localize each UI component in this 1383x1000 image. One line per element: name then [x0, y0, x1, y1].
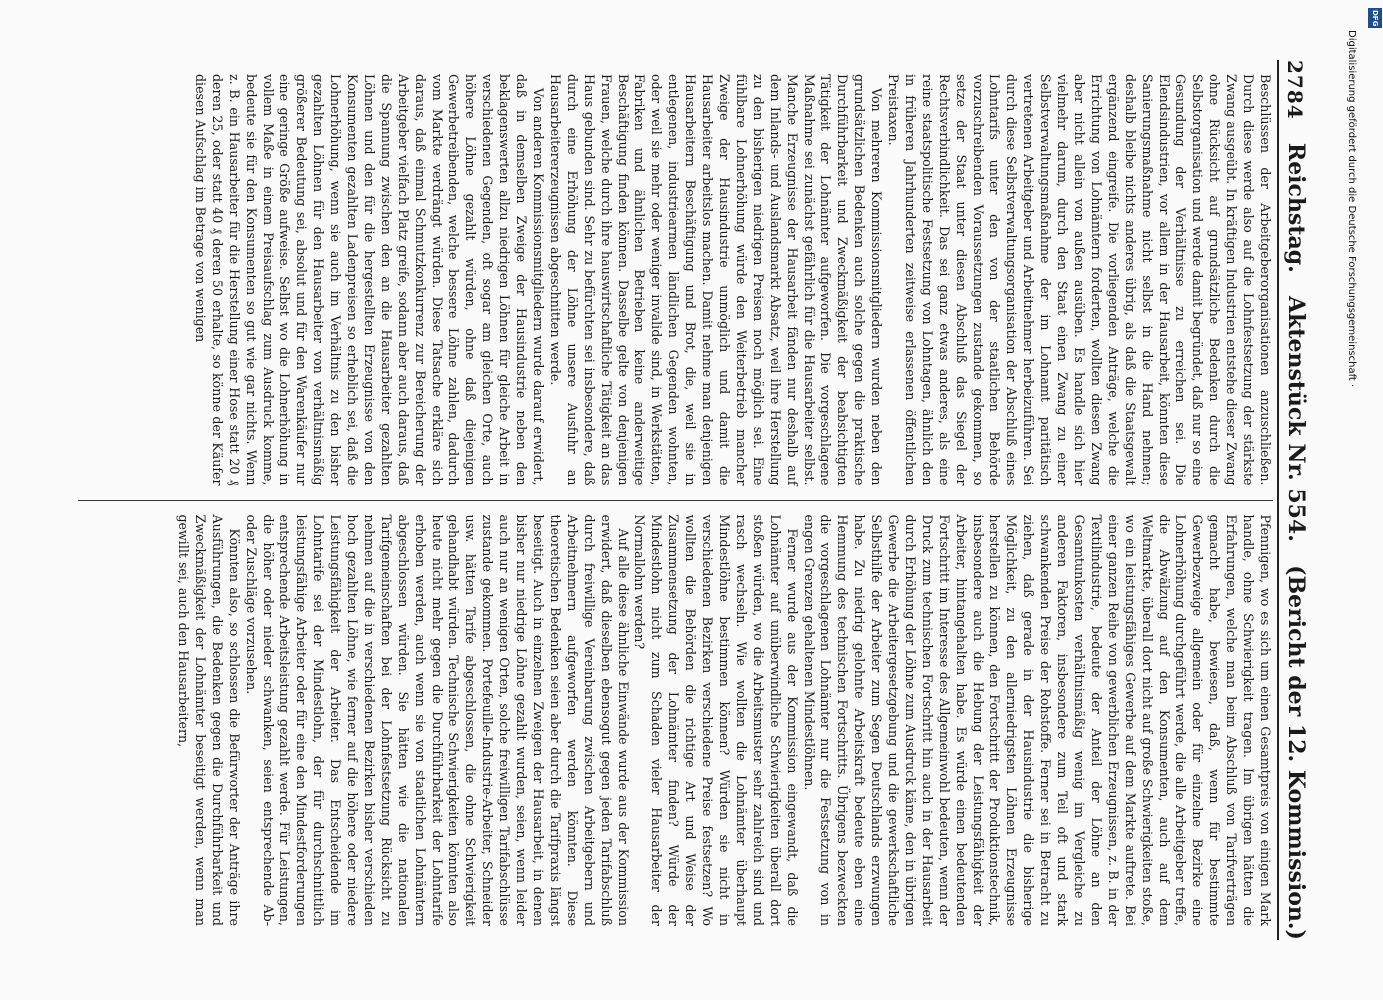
header-right-title: (Bericht der 12. Kommission.) [1283, 565, 1309, 940]
paragraph: Auf alle diese ähnliche Einwände wurde aus der Kommission erwidert, daß dieselben ebensogut gegen jeden Tarifabschluß durch freiwillige Vereinbarung zwischen Arbeitgebern und Arbeitnehmern aufgeworfen werden könnten. Diese theoretischen Bedenken seien aber durch die Tarifpraxis längst beseitigt. Auch in einzelnen Zweigen der Hausarbeit, in denen bisher nur niedrige Löhne gezahlt wurden, seien, wenn leider auch nur an wenigen Orten, solche freiwilligen Tarifabschlüsse zustande gekommen. Portefeuille-Industrie-Arbeiter, Schneider usw. hätten Tarife abgeschlossen, die ohne Schwierigkeit gehandhabt würden. Technische Schwierigkeiten könnten also heute nicht mehr gegen die Durchführbarkeit der Lohntarife erhoben werden, auch wenn sie von staatlichen Lohnämtern abgeschlossen würden. Sie hätten wie die nationalen Tarifgemeinschaften bei der Lohnfestsetzung Rücksicht zu nehmen auf die in verschiedenen Bezirken bisher verschieden hoch gezahlten Löhne, wie ferner auf die höhere oder niedere Leistungsfähigkeit der Arbeiter. Das Entscheidende im Lohntarife sei der Mindestlohn, der für durchschnittlich leistungsfähige Arbeiter oder für eine den Mindestforderungen entsprechende Arbeitsleistung gezahlt werde. Für Leistungen, die höher oder nieder schwanken, seien entsprechende Ab- oder Zuschläge vorzusehen. [243, 514, 631, 926]
paragraph: Ferner wurde aus der Kommission eingewandt, daß die Lohnämter auf unüberwindliche Schwierigkeiten überall dort stoßen würden, wo die Arbeitsmuster sehr zahlreich sind und rasch wechseln. Wie wollten die Lohnämter überhaupt Mindestlöhne bestimmen können? Würden sie nicht in verschiedenen Bezirken verschiedene Preise festsetzen? Wo wollten die Behörden die richtige Art und Weise der Zusammensetzung der Lohnämter finden? Würde der Mindestlohn nicht zum Schaden vieler Hausarbeiter der Normallohn werden? [632, 514, 800, 926]
text-columns [78, 60, 1273, 940]
scan-area [78, 60, 1323, 940]
page-number: 2784 [1283, 60, 1307, 120]
paragraph: Pfennigen, wo es sich um einen Gesamtpreis von einigen Mark handle, ohne Schwierigkeit tragen. Im übrigen hätten die Erfahrungen, welche man beim Abschluß von Tarifverträgen gemacht habe, bewiesen, daß, wenn für bestimmte Gewerbezweige allgemein oder für einzelne Bezirke eine Lohnerhöhung durchgeführt werde, die alle Arbeitgeber treffe, die Abwälzung auf den Konsumenten, auch auf dem Weltmarkte, überall dort nicht auf große Schwierigkeiten stoße, wo ein leistungsfähiges Gewerbe auf dem Markte auftrete. Bei einer ganzen Reihe von gewerblichen Erzeugnissen, z. B. in der Textilindustrie, bedeute der Anteil der Löhne an den Gesamtunkosten verhältnismäßig wenig im Vergleiche zu anderen Faktoren, insbesondere zum Teil oft und stark schwankenden Preise der Rohstoffe. Ferner sei in Betracht zu ziehen, daß gerade in der Hausindustrie die bisherige Möglichkeit, zu den allerniedrigsten Löhnen Erzeugnisse herstellen zu können, den Fortschritt der Produktionstechnik, insbesondere auch die Hebung der Leistungsfähigkeit der Arbeiter, hintangehalten habe. Es würde einen bedeutenden Fortschritt im Interesse des Allgemeinwohl bedeuten, wenn der Druck zum technischen Fortschritt hin auch in der Hausarbeit durch Erhöhung der Löhne zum Ausdruck käme, den in übrigen Gewerbe die Arbeitergesetzgebung und die gewerkschaftliche Selbsthilfe der Arbeiter zum Segen Deutschlands erzwungen habe. Zu niedrig gelohnte Arbeitskraft bedeute eben eine Hemmung des technischen Fortschritts. Übrigens bezweckten die vorgeschlagenen Lohnämter nur die Festsetzung von in engen Grenzen gehaltenen Mindestlöhnen. [801, 514, 1273, 926]
running-header [1277, 60, 1323, 940]
paragraph: Von anderen Kommissionsmitgliedern wurde darauf erwidert, daß in demselben Zweige der Hausindustrie neben den beklagenswerten allzu niedrigen Löhnen für gleiche Arbeit in verschiedenen Gegenden, oft sogar am gleichen Orte, auch höhere Löhne gezahlt würden, ohne daß diejenigen Gewerbetreibenden, welche bessere Löhne zahlen, dadurch vom Markte verdrängt würden. Diese Tatsache erkläre sich daraus, daß einmal Schmutzkonkurrenz zur Bereicherung der Arbeitgeber vielfach Platz greife, sodann aber auch daraus, daß die Spannung zwischen den an die Hausarbeiter gezahlten Löhnen und den für die hergestellten Erzeugnisse von den Konsumenten gezahlten Ladenpreisen so erheblich sei, daß die Lohnerhöhung, wenn sie auch im Verhältnis zu den bisher gezahlten Löhnen für den Hausarbeiter von verhältnismäßig größerer Bedeutung sei, absolut und für den Warenkäufer nur eine geringe Größe aufweise. Selbst wo die Lohnerhöhung in vollem Maße in einem Preisaufschlag zum Ausdruck komme, bedeute sie für den Konsumenten so gut wie gar nichts. Wenn z. B. ein Hausarbeiter für die Herstellung einer Hose statt 20 ₰ deren 25, oder statt 40 ₰ deren 50 erhalte, so könne der Käufer diesen Aufschlag im Betrage von wenigen [192, 74, 547, 486]
header-center-title: Aktenstück Nr. 554. [1283, 296, 1309, 542]
left-column [78, 60, 1273, 500]
paragraph: Beschlüssen der Arbeitgeberorganisationen anzuschließen. Durch diese werde also auf die Lohnfestsetzung der stärkste Zwang ausgeübt. In kräftigen Industrien entstehe dieser Zwang ohne Rücksicht auf grundsätzliche Bedenken durch die Selbstorganisation und werde damit begründet, daß nur so eine Gesundung der Verhältnisse zu erreichen sei. Die Elendsindustrien, vor allem in der Hausarbeit, könnten diese Sanierungsmaßnahme nicht selbst in die Hand nehmen; deshalb bleibe nichts anderes übrig, als daß die Staatsgewalt ergänzend eingreife. Die vorliegenden Anträge, welche die Errichtung von Lohnämtern forderten, wollten diesen Zwang aber nicht allein von außen ausüben. Es handle sich hier vielmehr darum, durch den Staat einen Zwang zu einer Selbstverwaltungsmaßnahme der im Lohnamt paritätisch vertretenen Arbeitgeber und Arbeitnehmer herbeizuführen. Sei durch diese Selbstverwaltungsorganisation der Abschluß eines Lohntarifs unter den von der staatlichen Behörde vorzuschreibenden Voraussetzungen zustande gekommen, so setze der Staat unter diesen Abschluß das Siegel der Rechtsverbindlichkeit. Das sei ganz etwas anderes, als eine reine staatspolitische Festsetzung von Lohntagen, ähnlich den in früheren Jahrhunderten zeitweise erlassenen öffentlichen Preistaxen. [886, 74, 1273, 486]
paragraph: Könnten also, so schlossen die Befürworter der Anträge ihre Ausführungen, die Bedenken gegen die Durchführbarkeit und Zweckmäßigkeit der Lohnämter beseitigt werden, wenn man gewillt sei, auch den Hausarbeitern, [176, 514, 242, 926]
digitization-credit: Digitalisierung gefördert durch die Deutsche Forschungsgemeinschaft · [1346, 30, 1357, 388]
right-column [78, 500, 1273, 941]
paragraph: Von mehreren Kommissionsmitgliedern wurden neben den grundsätzlichen Bedenken auch solche gegen die praktische Durchführbarkeit und Zweckmäßigkeit der beabsichtigten Tätigkeit der Lohnämter aufgeworfen. Die vorgeschlagene Maßnahme sei zunächst gefährlich für die Hausarbeiter selbst. Manche Erzeugnisse der Hausarbeit fänden nur deshalb auf dem Inlands- und Auslandsmarkt Absatz, weil ihre Herstellung zu den bisherigen niedrigen Preisen noch möglich sei. Eine fühlbare Lohnerhöhung würde den Weiterbetrieb mancher Zweige der Hausindustrie unmöglich und damit die Hausarbeiter arbeitslos machen. Damit nehme man denjenigen Hausarbeitern Beschäftigung und Brot, die, weil sie in entlegenen, industriearmen ländlichen Gegenden wohnten, oder weil sie mehr oder weniger invalide sind, in Werkstätten, Fabriken und ähnlichen Betrieben keine anderweitige Beschäftigung finden können. Dasselbe gelte von denjenigen Frauen, welche durch ihre hauswirtschaftliche Tätigkeit an das Haus gebunden sind. Sehr zu befürchten sei insbesondere, daß durch eine Erhöhung der Löhne unsere Ausfuhr an Hausarbeitererzeugnissen abgeschnitten werde. [547, 74, 885, 486]
dfg-logo-badge: DFG [1368, 8, 1382, 28]
header-left-title: Reichstag. [1283, 142, 1309, 273]
